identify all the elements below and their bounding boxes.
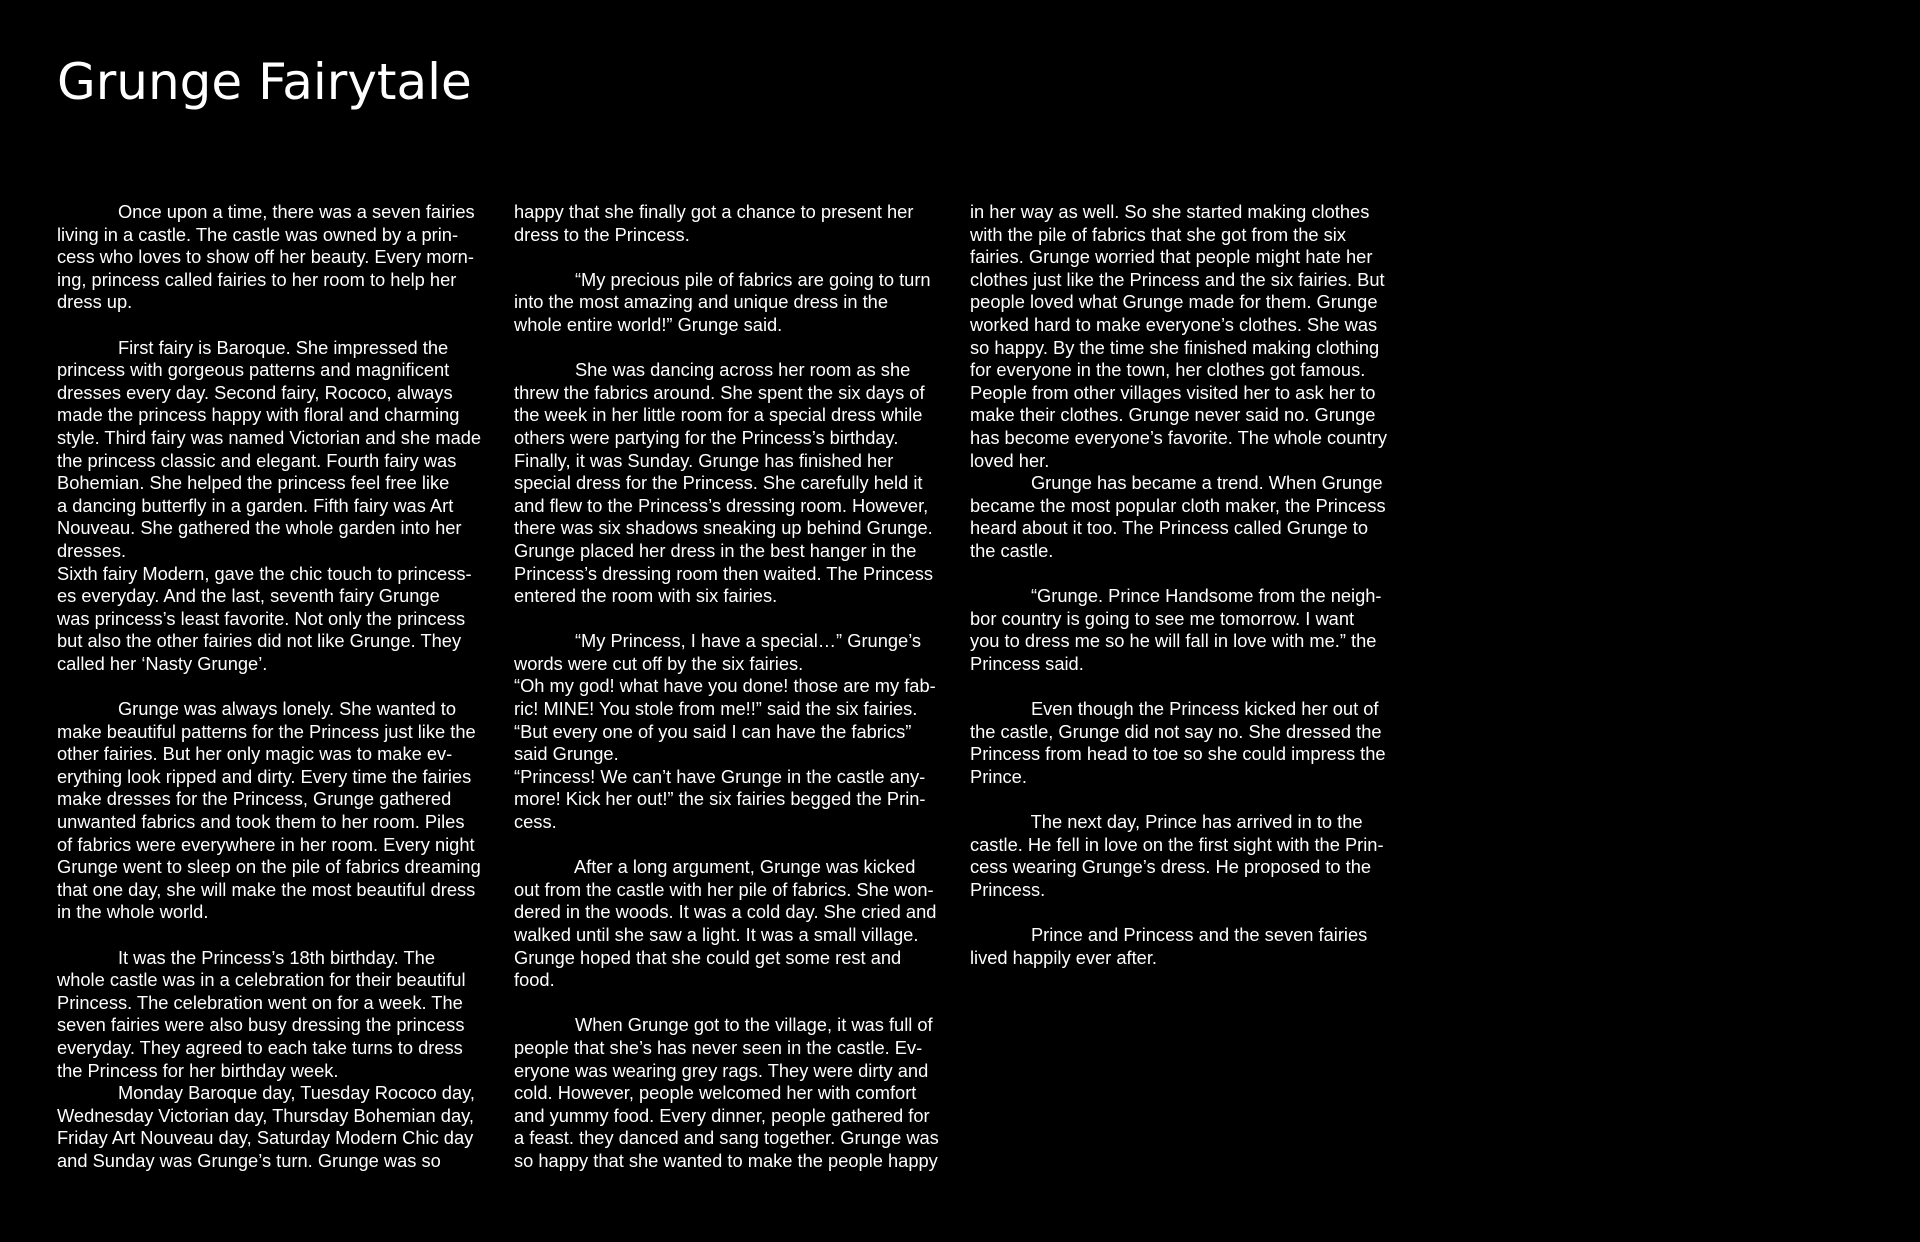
text-line: When Grunge got to the village, it was full of (514, 1014, 933, 1036)
text-line: in the whole world. (57, 901, 209, 923)
text-line: other fairies. But her only magic was to make ev- (57, 743, 453, 765)
text-line: Princess’s dressing room then waited. The Princess (514, 562, 933, 584)
text-line: entered the room with six fairies. (514, 585, 778, 607)
text-line: erything look ripped and dirty. Every time the fairies (57, 765, 472, 787)
text-line: style. Third fairy was named Victorian and she made (57, 426, 482, 448)
text-line: and Sunday was Grunge’s turn. Grunge was so (57, 1149, 441, 1171)
text-line: living in a castle. The castle was owned by a prin- (57, 223, 459, 245)
text-line: of fabrics were everywhere in her room. Every night (57, 833, 475, 855)
text-line (514, 246, 939, 269)
text-line: dress up. (57, 291, 133, 313)
text-line: princess with gorgeous patterns and magnificent (57, 359, 450, 381)
text-line: for everyone in the town, her clothes got famous. (970, 359, 1366, 381)
text-line (57, 675, 481, 698)
text-column-3 (970, 201, 1387, 969)
text-line: the princess classic and elegant. Fourth fairy was (57, 449, 457, 471)
text-column-1 (57, 201, 481, 1173)
text-line: cold. However, people welcomed her with comfort (514, 1082, 917, 1104)
text-line: cess. (514, 811, 557, 833)
text-line: “Princess! We can’t have Grunge in the castle any- (514, 765, 926, 787)
text-line: made the princess happy with floral and charming (57, 404, 460, 426)
text-column-2 (514, 201, 939, 1173)
text-line (514, 608, 939, 631)
text-line: words were cut off by the six fairies. (514, 652, 804, 674)
text-line: worked hard to make everyone’s clothes. She was (970, 313, 1378, 335)
text-line: Wednesday Victorian day, Thursday Bohemian day, (57, 1104, 474, 1126)
text-line: make dresses for the Princess, Grunge gathered (57, 788, 452, 810)
text-line: make their clothes. Grunge never said no. Grunge (970, 404, 1376, 426)
text-line: It was the Princess’s 18th birthday. The (57, 946, 435, 968)
text-line: “Grunge. Prince Handsome from the neigh- (970, 585, 1382, 607)
text-line: “Oh my god! what have you done! those are my fab- (514, 675, 936, 697)
text-line: Even though the Princess kicked her out of (970, 698, 1379, 720)
text-line: a feast. they danced and sang together. Grunge was (514, 1127, 939, 1149)
text-line: Nouveau. She gathered the whole garden into her (57, 517, 462, 539)
text-line: whole castle was in a celebration for their beautiful (57, 969, 466, 991)
text-line: dresses every day. Second fairy, Rococo, always (57, 381, 453, 403)
text-line: Princess said. (970, 652, 1084, 674)
text-line: was princess’s least favorite. Not only the princess (57, 607, 466, 629)
text-line: said Grunge. (514, 743, 619, 765)
text-line: cess wearing Grunge’s dress. He proposed to the (970, 856, 1372, 878)
text-line: has become everyone’s favorite. The whole country (970, 426, 1387, 448)
text-line: Prince and Princess and the seven fairies (970, 924, 1368, 945)
text-line: happy that she finally got a chance to present her (514, 201, 914, 222)
text-line: cess who loves to show off her beauty. Every morn- (57, 246, 474, 268)
text-line: bor country is going to see me tomorrow. I want (970, 607, 1355, 629)
text-line: dresses. (57, 539, 127, 561)
text-line (970, 563, 1387, 586)
text-line: heard about it too. The Princess called Grunge to (970, 517, 1369, 539)
text-line: unwanted fabrics and took them to her room. Piles (57, 811, 465, 833)
text-line: Sixth fairy Modern, gave the chic touch to princess- (57, 562, 472, 584)
text-line: the castle. (970, 539, 1054, 561)
text-line: The next day, Prince has arrived in to the (970, 811, 1363, 833)
text-line: and flew to the Princess’s dressing room. However, (514, 494, 929, 516)
text-line: with the pile of fabrics that she got from the six (970, 223, 1346, 245)
text-line: so happy that she wanted to make the people happy (514, 1149, 938, 1171)
text-line: whole entire world!” Grunge said. (514, 313, 783, 335)
text-line: “My precious pile of fabrics are going to turn (514, 268, 931, 290)
text-line: people that she’s has never seen in the castle. Ev- (514, 1036, 923, 1058)
text-line: Princess from head to toe so she could impress the (970, 743, 1386, 765)
text-line: Grunge went to sleep on the pile of fabrics dreaming (57, 856, 481, 878)
text-line: Princess. (970, 878, 1046, 900)
text-line: Prince. (970, 765, 1027, 787)
text-line: dered in the woods. It was a cold day. She cried and (514, 901, 937, 923)
text-line: special dress for the Princess. She carefully held it (514, 472, 923, 494)
text-line: Grunge hoped that she could get some rest and (514, 946, 902, 968)
text-line (57, 314, 481, 337)
text-line: everyday. They agreed to each take turns to dress (57, 1036, 463, 1058)
text-line (514, 992, 939, 1015)
text-line: dress to the Princess. (514, 223, 690, 245)
text-line: People from other villages visited her to ask her to (970, 381, 1376, 403)
text-line (514, 337, 939, 360)
text-line: a dancing butterfly in a garden. Fifth fairy was Art (57, 494, 454, 516)
text-line: food. (514, 969, 555, 991)
text-line: After a long argument, Grunge was kicked (514, 856, 916, 878)
page-title: Grunge Fairytale (57, 53, 472, 111)
text-line (970, 675, 1387, 698)
text-line: Friday Art Nouveau day, Saturday Modern Chic day (57, 1127, 474, 1149)
text-line: that one day, she will make the most beautiful dress (57, 878, 476, 900)
text-line: Bohemian. She helped the princess feel free like (57, 472, 450, 494)
text-line: into the most amazing and unique dress in the (514, 291, 888, 313)
text-line: Finally, it was Sunday. Grunge has finished her (514, 449, 894, 471)
text-line: more! Kick her out!” the six fairies begged the Prin- (514, 788, 926, 810)
text-line (970, 901, 1387, 924)
text-line: walked until she saw a light. It was a small village. (514, 924, 919, 945)
text-line (57, 924, 481, 947)
text-line: eryone was wearing grey rags. They were dirty and (514, 1059, 929, 1081)
text-line: Once upon a time, there was a seven fairies (57, 201, 475, 222)
text-line: Grunge placed her dress in the best hanger in the (514, 539, 917, 561)
text-line: Grunge has became a trend. When Grunge (970, 472, 1383, 494)
text-line: First fairy is Baroque. She impressed the (57, 336, 449, 358)
text-line: out from the castle with her pile of fabrics. She won- (514, 878, 934, 900)
text-line: threw the fabrics around. She spent the six days of (514, 381, 925, 403)
text-line: people loved what Grunge made for them. Grunge (970, 291, 1378, 313)
text-line: Grunge was always lonely. She wanted to (57, 698, 457, 720)
text-line: the castle, Grunge did not say no. She dressed the (970, 720, 1382, 742)
text-line: and yummy food. Every dinner, people gathered for (514, 1104, 930, 1126)
text-line (514, 834, 939, 857)
text-line: Princess. The celebration went on for a week. The (57, 991, 463, 1013)
text-line: there was six shadows sneaking up behind Grunge. (514, 517, 933, 539)
text-line: you to dress me so he will fall in love with me.” the (970, 630, 1377, 652)
text-line: castle. He fell in love on the first sight with the Prin- (970, 833, 1384, 855)
text-line: the week in her little room for a special dress while (514, 404, 923, 426)
text-line: clothes just like the Princess and the six fairies. But (970, 268, 1385, 290)
text-line: called her ‘Nasty Grunge’. (57, 652, 268, 674)
text-line: “My Princess, I have a special…” Grunge’s (514, 630, 922, 652)
text-line: es everyday. And the last, seventh fairy Grunge (57, 585, 440, 607)
text-line: loved her. (970, 449, 1050, 471)
text-line: make beautiful patterns for the Princess just like the (57, 720, 476, 742)
text-line: in her way as well. So she started making clothes (970, 201, 1370, 222)
text-line: “But every one of you said I can have the fabrics” (514, 720, 912, 742)
text-line: others were partying for the Princess’s birthday. (514, 426, 899, 448)
text-line: ing, princess called fairies to her room to help her (57, 268, 457, 290)
text-line: the Princess for her birthday week. (57, 1059, 339, 1081)
text-line: became the most popular cloth maker, the Princess (970, 494, 1386, 516)
text-line: so happy. By the time she finished making clothing (970, 336, 1380, 358)
text-line: seven fairies were also busy dressing the princess (57, 1014, 465, 1036)
text-line: fairies. Grunge worried that people might hate her (970, 246, 1373, 268)
text-line: ric! MINE! You stole from me!!” said the six fairies. (514, 698, 918, 720)
text-line: lived happily ever after. (970, 946, 1157, 968)
text-line: Monday Baroque day, Tuesday Rococo day, (57, 1082, 475, 1104)
text-line: but also the other fairies did not like Grunge. They (57, 630, 462, 652)
text-line (970, 788, 1387, 811)
text-line: She was dancing across her room as she (514, 359, 911, 381)
